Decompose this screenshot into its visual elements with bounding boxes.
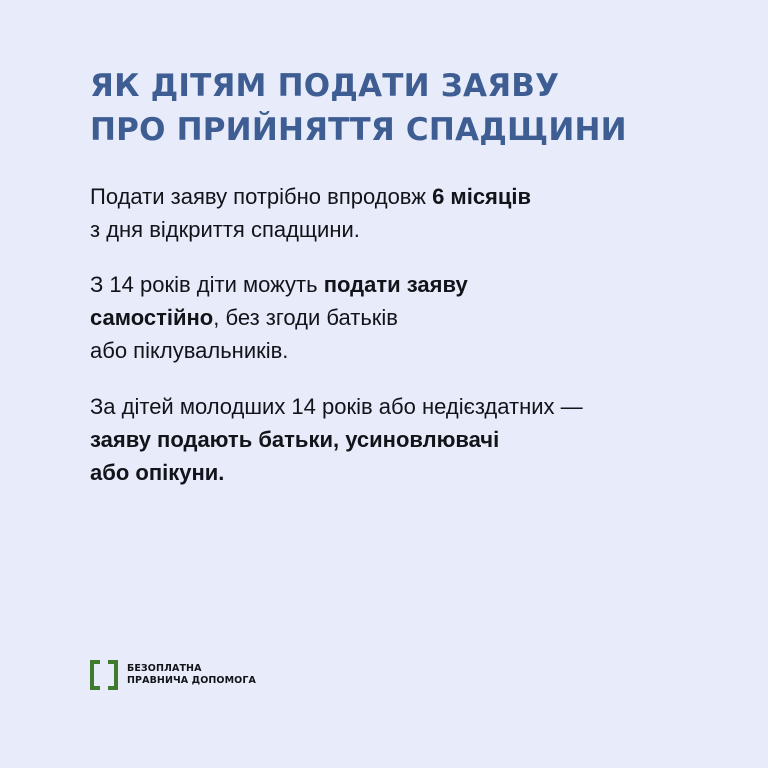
logo-right-bracket-icon (108, 660, 118, 690)
logo-left-bracket-icon (90, 660, 100, 690)
under-14-paragraph (90, 390, 583, 489)
free-legal-aid-logo (90, 658, 350, 694)
logo-text (127, 663, 256, 687)
title-line-2: ПРО ПРИЙНЯТТЯ СПАДЩИНИ (90, 112, 627, 148)
deadline-paragraph (90, 180, 531, 246)
age-14-bold-2: самостійно (90, 305, 214, 330)
age-14-text: З 14 років діти можуть (90, 272, 324, 297)
page-title (90, 64, 627, 152)
age-14-line-2 (90, 301, 468, 334)
deadline-line-1 (90, 180, 531, 213)
logo-line-2: ПРАВНИЧА ДОПОМОГА (127, 675, 256, 686)
deadline-period: 6 місяців (432, 184, 532, 209)
age-14-text-2: , без згоди батьків (213, 305, 398, 330)
deadline-text: Подати заяву потрібно впродовж (90, 184, 433, 209)
age-14-line-1 (90, 268, 468, 301)
logo-line-1: БЕЗОПЛАТНА (127, 663, 202, 674)
under-14-line-3: або опікуни. (90, 460, 225, 485)
age-14-line-3: або піклувальників. (90, 338, 289, 363)
deadline-line-2: з дня відкриття спадщини. (90, 217, 360, 242)
age-14-bold-1: подати заяву (323, 272, 468, 297)
under-14-line-1: За дітей молодших 14 років або недієздатних — (90, 394, 583, 419)
age-14-paragraph (90, 268, 468, 367)
under-14-line-2: заяву подають батьки, усиновлювачі (90, 427, 500, 452)
title-line-1: ЯК ДІТЯМ ПОДАТИ ЗАЯВУ (90, 68, 560, 104)
